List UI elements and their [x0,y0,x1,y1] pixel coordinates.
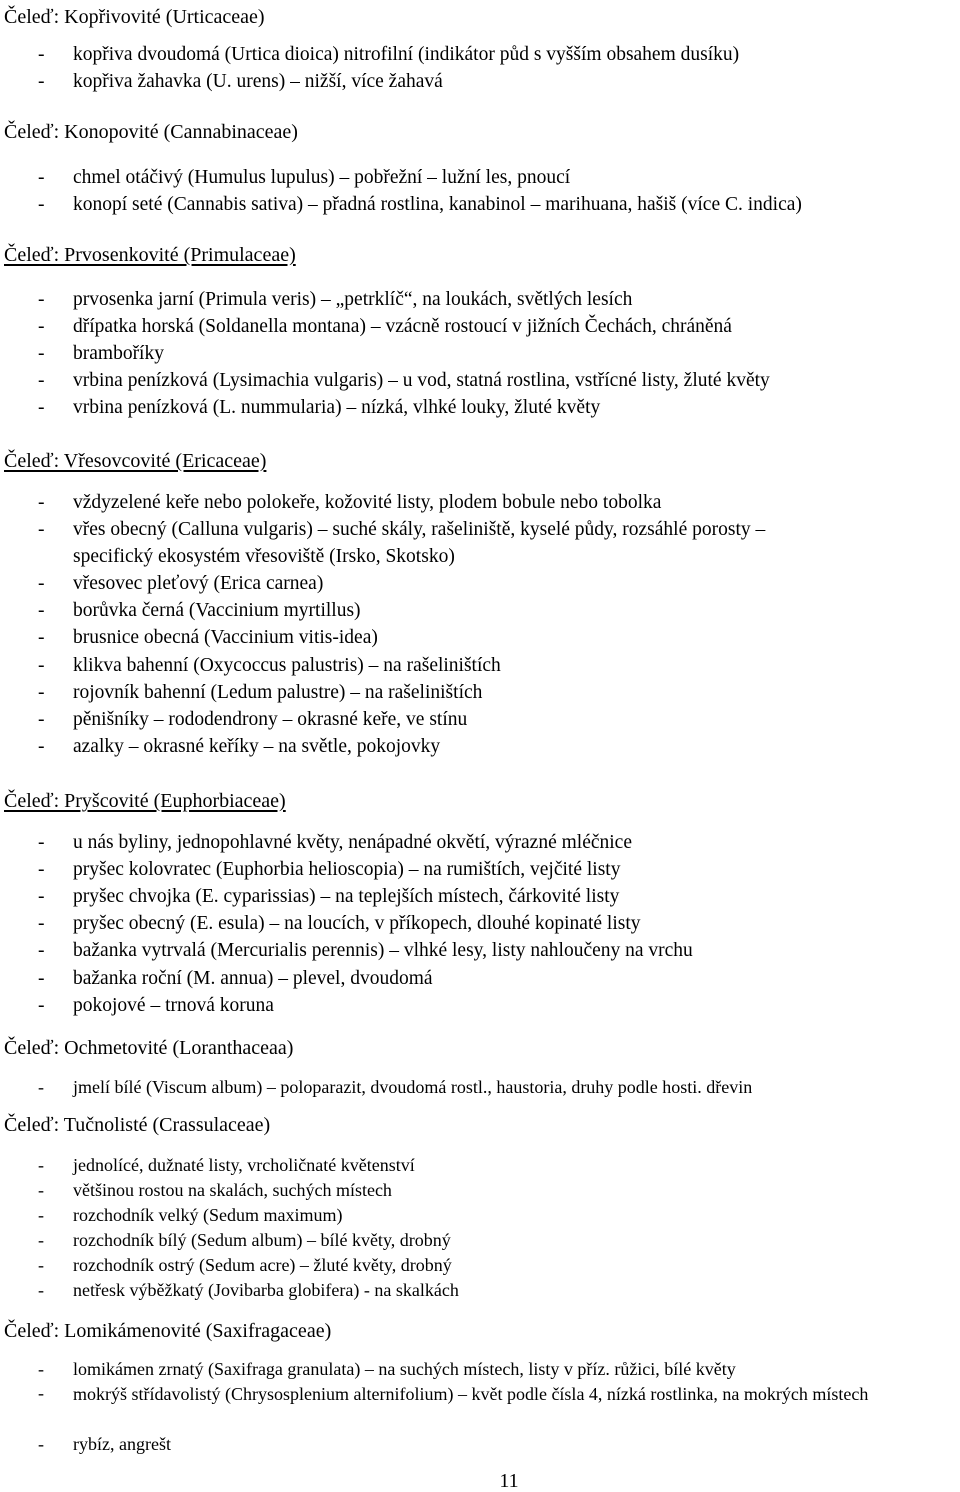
section-heading-crassulaceae: Čeleď: Tučnolisté (Crassulaceae) [4,1114,271,1136]
section-heading-primulaceae: Čeleď: Prvosenkovité (Primulaceae) [4,244,296,266]
page-number: 11 [499,1470,519,1492]
section-heading-euphorbiaceae: Čeleď: Pryšcovité (Euphorbiaceae) [4,790,286,812]
section-heading-saxifragaceae: Čeleď: Lomikámenovité (Saxifragaceae) [4,1320,332,1342]
section-heading-loranthaceae: Čeleď: Ochmetovité (Loranthaceaa) [4,1037,294,1059]
document-page: Čeleď: Kopřivovité (Urticaceae) - kopřiva dvoudomá (Urtica dioica) nitrofilní (indikátor půd s vyšším obsahem dusíku) - kopřiva žahavka (U. urens) – nižší, více žahavá Čeleď: Konopovité (Cannabinaceae) - chmel otáčivý (Humulus lupulus) – pobřežní – lužní les, pnoucí - konopí seté (Cannabis sativa) – přadná rostlina, kanabinol – marihuana, hašiš (více C. indica) Čeleď: Prvosenkovité (Primulaceae) - prvosenka jarní (Primula veris) – „petrklíč“, na loukách, světlých lesích - dřípatka horská (Soldanella montana) – vzácně rostoucí v jižních Čechách, chráněná - bramboříky - vrbina penízková (Lysimachia vulgaris) – u vod, statná rostlina, vstřícné listy, žluté květy - vrbina penízková (L. nummularia) – nízká, vlhké louky, žluté květy Čeleď: Vřesovcovité (Ericaceae) - vždyzelené keře nebo polokeře, kožovité listy, plodem bobule nebo tobolka - vřes obecný (Calluna vulgaris) – suché skály, rašeliniště, kyselé půdy, rozsáhlé porosty – specifický ekosystém vřesoviště (Irsko, Skotsko) - vřesovec pleťový (Erica carnea) - borůvka černá (Vaccinium myrtillus) - brusnice obecná (Vaccinium vitis-idea) - klikva bahenní (Oxycoccus palustris) – na rašeliništích - rojovník bahenní (Ledum palustre) – na rašeliništích - pěnišníky – rododendrony – okrasné keře, ve stínu - azalky – okrasné keříky – na světle, pokojovky Čeleď: Pryšcovité (Euphorbiaceae) - u nás byliny, jednopohlavné květy, nenápadné okvětí, výrazné mléčnice - pryšec kolovratec (Euphorbia helioscopia) – na rumištích, vejčité listy - pryšec chvojka (E. cyparissias) – na teplejších místech, čárkovité listy - pryšec obecný (E. esula) – na loucích, v příkopech, dlouhé kopinaté listy - bažanka vytrvalá (Mercurialis perennis) – vlhké lesy, listy nahloučeny na vrchu - bažanka roční (M. annua) – plevel, dvoudomá - pokojové – trnová koruna Čeleď: Ochmetovité (Loranthaceaa) - jmelí bílé (Viscum album) – poloparazit, dvoudomá rostl., haustoria, druhy podle hosti. dřevin Čeleď: Tučnolisté (Crassulaceae) - jednolícé, dužnaté listy, vrcholičnaté květenství - většinou rostou na skalách, suchých místech - rozchodník velký (Sedum maximum) - rozchodník bílý (Sedum album) – bílé květy, drobný - rozchodník ostrý (Sedum acre) – žluté květy, drobný - netřesk výběžkatý (Jovibarba globifera) - na skalkách Čeleď: Lomikámenovité (Saxifragaceae) - lomikámen zrnatý (Saxifraga granulata) – na suchých místech, listy v příz. růžici, bílé květy - mokrýš střídavolistý (Chrysosplenium alternifolium) – květ podle čísla 4, nízká rostlinka, na mokrých místech - rybíz, angrešt 11 [0,0,960,1491]
section-heading-cannabinaceae: Čeleď: Konopovité (Cannabinaceae) [4,121,298,143]
section-heading-ericaceae: Čeleď: Vřesovcovité (Ericaceae) [4,450,267,472]
section-heading-urticaceae: Čeleď: Kopřivovité (Urticaceae) [4,6,265,28]
